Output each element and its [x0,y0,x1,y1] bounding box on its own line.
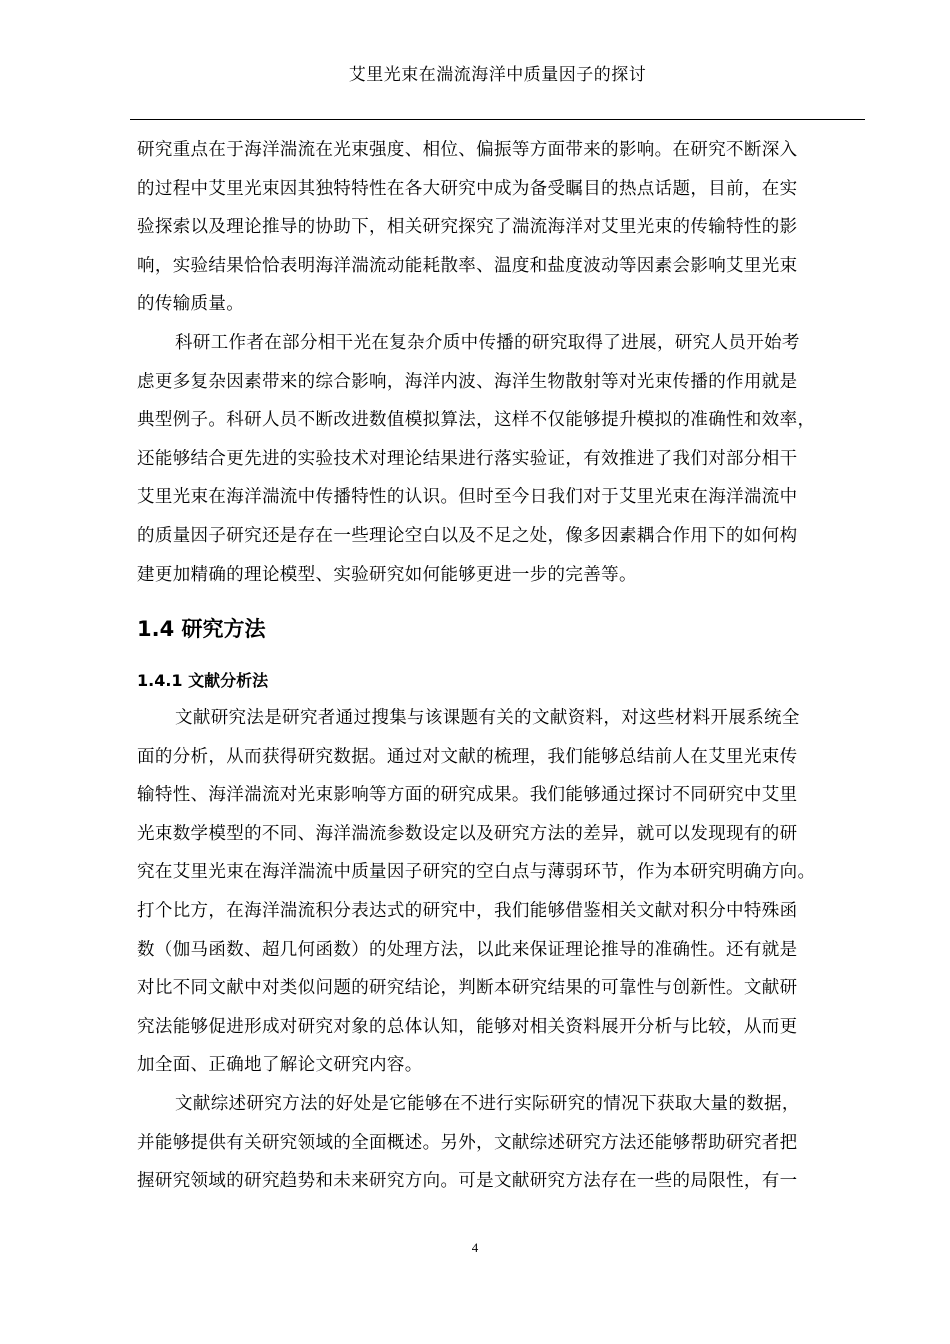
text-line: 艾里光束在海洋湍流中传播特性的认识。但时至今日我们对于艾里光束在海洋湍流中 [137,487,798,508]
text-line: 数（伽马函数、超几何函数）的处理方法，以此来保证理论推导的准确性。还有就是 [137,939,798,960]
text-line: 究在艾里光束在海洋湍流中质量因子研究的空白点与薄弱环节，作为本研究明确方向。 [137,862,816,883]
running-header: 艾里光束在湍流海洋中质量因子的探讨 [348,65,647,85]
text-line: 虑更多复杂因素带来的综合影响，海洋内波、海洋生物散射等对光束传播的作用就是 [137,371,798,392]
text-line: 的质量因子研究还是存在一些理论空白以及不足之处，像多因素耦合作用下的如何构 [137,525,798,546]
text-line: 建更加精确的理论模型、实验研究如何能够更进一步的完善等。 [137,564,637,585]
text-line: 典型例子。科研人员不断改进数值模拟算法，这样不仅能够提升模拟的准确性和效率， [137,410,816,431]
text-line: 握研究领域的研究趋势和未来研究方向。可是文献研究方法存在一些的局限性，有一 [137,1171,798,1192]
page-number: 4 [471,1240,479,1255]
body-text-top [137,131,862,594]
paragraph [137,699,862,1085]
paragraph [137,1085,862,1201]
text-line: 验探索以及理论推导的协助下，相关研究探究了湍流海洋对艾里光束的传输特性的影 [137,217,798,238]
text-line: 输特性、海洋湍流对光束影响等方面的研究成果。我们能够通过探讨不同研究中艾里 [137,785,798,806]
subsection-heading: 1.4.1 文献分析法 [137,671,269,690]
text-line: 对比不同文献中对类似问题的研究结论，判断本研究结果的可靠性与创新性。文献研 [137,978,798,999]
text-line: 光束数学模型的不同、海洋湍流参数设定以及研究方法的差异，就可以发现现有的研 [137,823,798,844]
text-line: 还能够结合更先进的实验技术对理论结果进行落实验证，有效推进了我们对部分相干 [137,448,798,469]
text-line: 的过程中艾里光束因其独特特性在各大研究中成为备受瞩目的热点话题，目前，在实 [137,178,798,199]
text-line: 研究重点在于海洋湍流在光束强度、相位、偏振等方面带来的影响。在研究不断深入 [137,140,798,160]
text-line: 文献研究法是研究者通过搜集与该课题有关的文献资料，对这些材料开展系统全 [175,708,800,728]
paragraph [137,131,862,324]
body-text-bottom [137,699,862,1201]
text-line: 科研工作者在部分相干光在复杂介质中传播的研究取得了进展，研究人员开始考 [175,332,800,353]
text-line: 文献综述研究方法的好处是它能够在不进行实际研究的情况下获取大量的数据， [175,1093,800,1114]
paragraph [137,324,862,594]
text-line: 并能够提供有关研究领域的全面概述。另外，文献综述研究方法还能够帮助研究者把 [137,1132,798,1153]
text-line: 响，实验结果恰恰表明海洋湍流动能耗散率、温度和盐度波动等因素会影响艾里光束 [137,255,798,276]
section-heading: 1.4 研究方法 [137,617,266,641]
header-divider [130,119,865,120]
text-line: 究法能够促进形成对研究对象的总体认知，能够对相关资料展开分析与比较，从而更 [137,1016,798,1037]
text-line: 面的分析，从而获得研究数据。通过对文献的梳理，我们能够总结前人在艾里光束传 [137,746,798,767]
text-line: 的传输质量。 [137,294,245,315]
text-line: 打个比方，在海洋湍流积分表达式的研究中，我们能够借鉴相关文献对积分中特殊函 [137,900,798,921]
text-line: 加全面、正确地了解论文研究内容。 [137,1055,423,1076]
